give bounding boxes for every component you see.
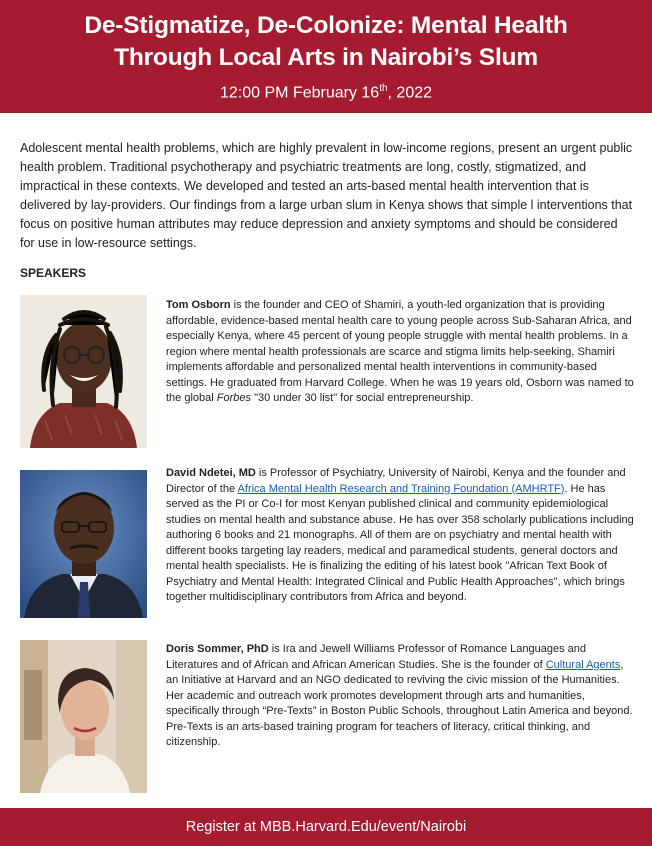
speaker-bio-emphasis: Forbes	[216, 392, 252, 404]
register-link[interactable]: Register at MBB.Harvard.Edu/event/Nairobi	[185, 819, 467, 835]
speakers-heading: SPEAKERS	[20, 266, 87, 280]
speaker-bio-text: , an Initiative at Harvard and an NGO dedicated to reviving the civic mission of the Humanities. Her academic and outreach work promotes development through arts and humanities, specifically through “Pre-Texts” in Boston Public Schools, throughout Latin America and beyond. Pre-Texts is an arts-based training program for teachers of literacy, critical thinking, and citizenship.	[166, 658, 633, 748]
event-title-line1: De-Stigmatize, De-Colonize: Mental Health	[84, 12, 568, 39]
cultural-agents-link[interactable]: Cultural Agents	[545, 658, 621, 671]
speaker-bio-text: is Professor of Psychiatry, University of Nairobi, Kenya and the founder and Director of the	[166, 467, 626, 495]
speaker-bio-tom-osborn	[166, 298, 636, 407]
register-footer[interactable]	[0, 808, 652, 846]
speaker-photo-david-ndetei	[20, 470, 147, 618]
speaker-bio-doris-sommer	[166, 642, 636, 751]
amhrtf-link[interactable]: Africa Mental Health Research and Training Foundation (AMHRTF)	[237, 482, 565, 495]
speaker-bio-david-ndetei	[166, 466, 636, 606]
event-title	[0, 0, 652, 74]
intro-paragraph: Adolescent mental health problems, which are highly prevalent in low-income regions, present an urgent public health problem. Traditional psychotherapy and psychiatric treatments are long, costly, stigmatized, and impractical in these contexts. We developed and tested an arts-based mental health intervention that is delivered by lay-providers. Our findings from a large urban slum in Kenya shows that simple l interventions that focus on positive human attributes may reduce depression and anxiety symptoms and should be considered for use in low-resource settings.	[20, 141, 633, 250]
speaker-name: Doris Sommer, PhD	[166, 643, 269, 655]
speaker-photo-tom-osborn	[20, 295, 147, 448]
header-banner	[0, 0, 652, 113]
event-date-main: 12:00 PM February 16	[219, 84, 380, 102]
event-date-suffix: th	[379, 83, 388, 94]
speaker-bio-text: is the founder and CEO of Shamiri, a youth-led organization that is providing affordable, evidence-based mental health care to young people across Sub-Saharan Africa, and especially Kenya, where 45 percent of young people struggle with mental health problems. In a region where mental health professionals are scarce and stigma limits help-seeking, Shamiri implements affordable and personalized mental health interventions in community-based settings. He graduated from Harvard College. When he was 19 years old, Osborn was named to the global	[166, 299, 634, 404]
speaker-name: David Ndetei, MD	[166, 467, 256, 479]
event-title-line2: Through Local Arts in Nairobi’s Slum	[114, 44, 538, 71]
speaker-name: Tom Osborn	[166, 299, 231, 311]
event-date-year: , 2022	[387, 84, 433, 102]
speaker-bio-text: "30 under 30 list" for social entrepreneurship.	[251, 392, 474, 404]
speaker-bio-text: is Ira and Jewell Williams Professor of Romance Languages and Literatures and of African and African American Studies. She is the founder of	[166, 643, 587, 671]
speaker-bio-text: . He has served as the PI or Co-I for most Kenyan published clinical and community epidemiological studies on mental health and substance abuse. He has over 358 scholarly publications including authoring 6 books and 21 monographs. All of them are on psychiatry and mental health with different books targeting lay readers, medical and paramedical students, general doctors and mental health specialists. He is finalizing the editing of his latest book "African Text Book of Psychiatry and Mental Health: Integrated Clinical and Public Health Approaches", which brings together multidisciplinary contributors from Africa and beyond.	[166, 482, 634, 603]
event-date	[0, 79, 652, 103]
speaker-photo-doris-sommer	[20, 640, 147, 793]
